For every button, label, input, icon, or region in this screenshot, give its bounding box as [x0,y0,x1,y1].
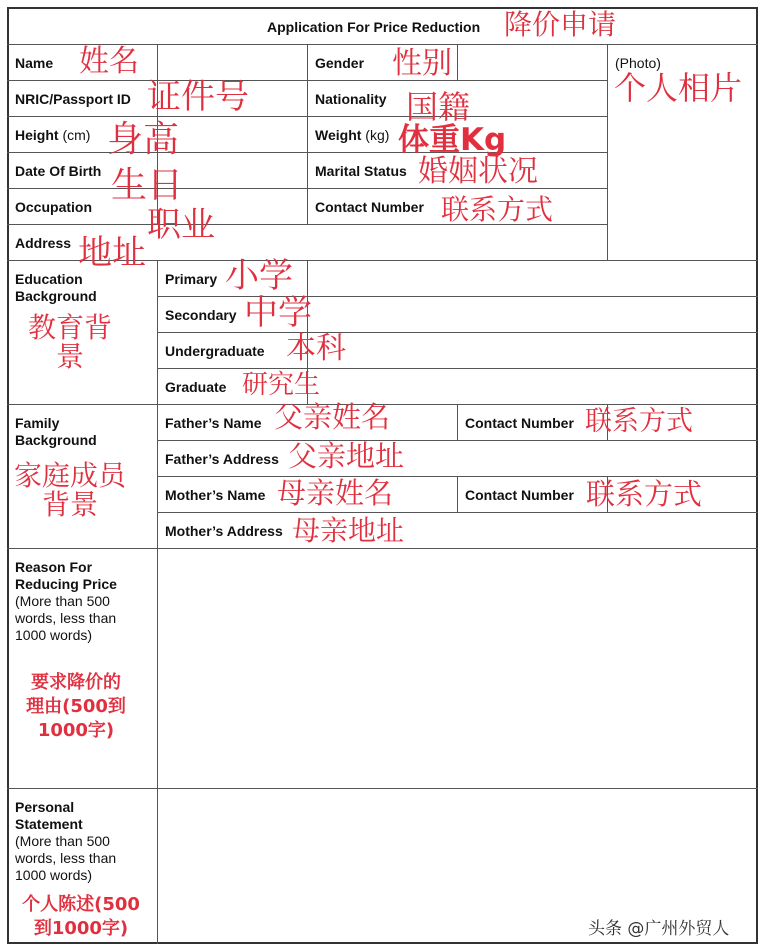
undergraduate-label: Undergraduate [165,343,265,359]
mother-address-cn: 母亲地址 [292,514,405,547]
father-contact-cn: 联系方式 [585,406,693,437]
statement-note-line3: 1000 words) [15,867,93,883]
contact-label: Contact Number [315,199,424,215]
statement-note [15,833,116,884]
education-cn [25,313,115,372]
occupation-label: Occupation [15,199,93,215]
rule [157,512,758,513]
height-unit: (cm) [62,127,91,143]
primary-cn: 小学 [225,256,293,296]
statement-cn-line1: 个人陈述(500 [22,894,140,915]
occupation-cn: 职业 [147,205,215,245]
statement-note-line1: (More than 500 [15,833,110,849]
rule [7,548,758,549]
family-cn-line2: 背景 [41,488,98,522]
photo-cn: 个人相片 [614,69,743,107]
reason-label-line2: Reducing Price [15,576,117,592]
marital-label: Marital Status [315,163,407,179]
gender-cn: 性别 [392,46,452,81]
family-label-line1: Family [15,415,60,431]
dob-cn: 生日 [111,165,184,206]
reason-note [15,593,116,644]
graduate-cn: 研究生 [242,370,321,400]
education-label [15,271,97,305]
reason-note-line3: 1000 words) [15,627,93,643]
form-title-cn: 降价申请 [504,8,617,41]
statement-cn-line2: 到1000字) [33,918,129,939]
address-label: Address [15,235,72,251]
dob-label: Date Of Birth [15,163,102,179]
address-cn: 地址 [78,233,146,273]
rule [157,260,158,944]
weight-cn: 体重Kg [398,122,507,158]
reason-label-line1: Reason For [15,559,93,575]
family-cn-line1: 家庭成员 [13,459,126,492]
marital-cn: 婚姻状况 [418,154,538,189]
photo-label: (Photo) [615,55,661,71]
statement-label [15,799,83,833]
form-title: Application For Price Reduction [267,19,481,35]
secondary-cn: 中学 [244,293,312,333]
weight-unit: (kg) [365,127,390,143]
family-label-line2: Background [15,432,97,448]
name-label: Name [15,55,54,71]
rule [157,368,758,369]
education-cn-line1: 教育背 [27,311,112,344]
statement-label-line2: Statement [15,816,83,832]
rule [7,788,758,789]
reason-note-line2: words, less than [15,610,117,626]
reason-cn-line3: 1000字) [37,720,115,741]
nationality-cn: 国籍 [406,88,471,126]
reason-cn-line2: 理由(500到 [26,696,126,717]
graduate-label: Graduate [165,379,227,395]
gender-label: Gender [315,55,365,71]
statement-note-line2: words, less than [15,850,117,866]
mother-name-cn: 母亲姓名 [277,476,394,510]
family-cn [10,461,130,520]
reason-cn-line1: 要求降价的 [31,672,121,693]
weight-label-text: Weight [315,127,362,143]
secondary-label: Secondary [165,307,237,323]
rule [457,44,458,80]
rule [457,476,458,512]
watermark: 头条 @广州外贸人 [588,919,730,939]
reason-cn [20,671,132,743]
rule [307,44,308,224]
undergraduate-cn: 本科 [286,331,346,366]
mother-name-label: Mother’s Name [165,487,266,503]
education-label-line2: Background [15,288,97,304]
father-contact-label: Contact Number [465,415,574,431]
father-address-cn: 父亲地址 [288,439,405,473]
family-label [15,415,97,449]
education-cn-line2: 景 [55,340,84,374]
weight-label [315,127,389,144]
mother-address-label: Mother’s Address [165,523,283,539]
rule [157,440,758,441]
contact-cn: 联系方式 [441,193,554,226]
height-cn: 身高 [107,119,180,160]
nationality-label: Nationality [315,91,387,107]
mother-contact-cn: 联系方式 [586,477,703,511]
statement-cn [14,893,148,941]
reason-label [15,559,117,593]
primary-label: Primary [165,271,218,287]
father-name-cn: 父亲姓名 [274,400,391,434]
height-label-text: Height [15,127,59,143]
father-address-label: Father’s Address [165,451,279,467]
statement-label-line1: Personal [15,799,75,815]
mother-contact-label: Contact Number [465,487,574,503]
nric-cn: 证件号 [147,77,249,117]
rule [457,404,458,440]
rule [607,44,608,260]
name-cn: 姓名 [79,44,139,79]
nric-label: NRIC/Passport ID [15,91,131,107]
reason-note-line1: (More than 500 [15,593,110,609]
education-label-line1: Education [15,271,83,287]
father-name-label: Father’s Name [165,415,262,431]
height-label [15,127,90,144]
